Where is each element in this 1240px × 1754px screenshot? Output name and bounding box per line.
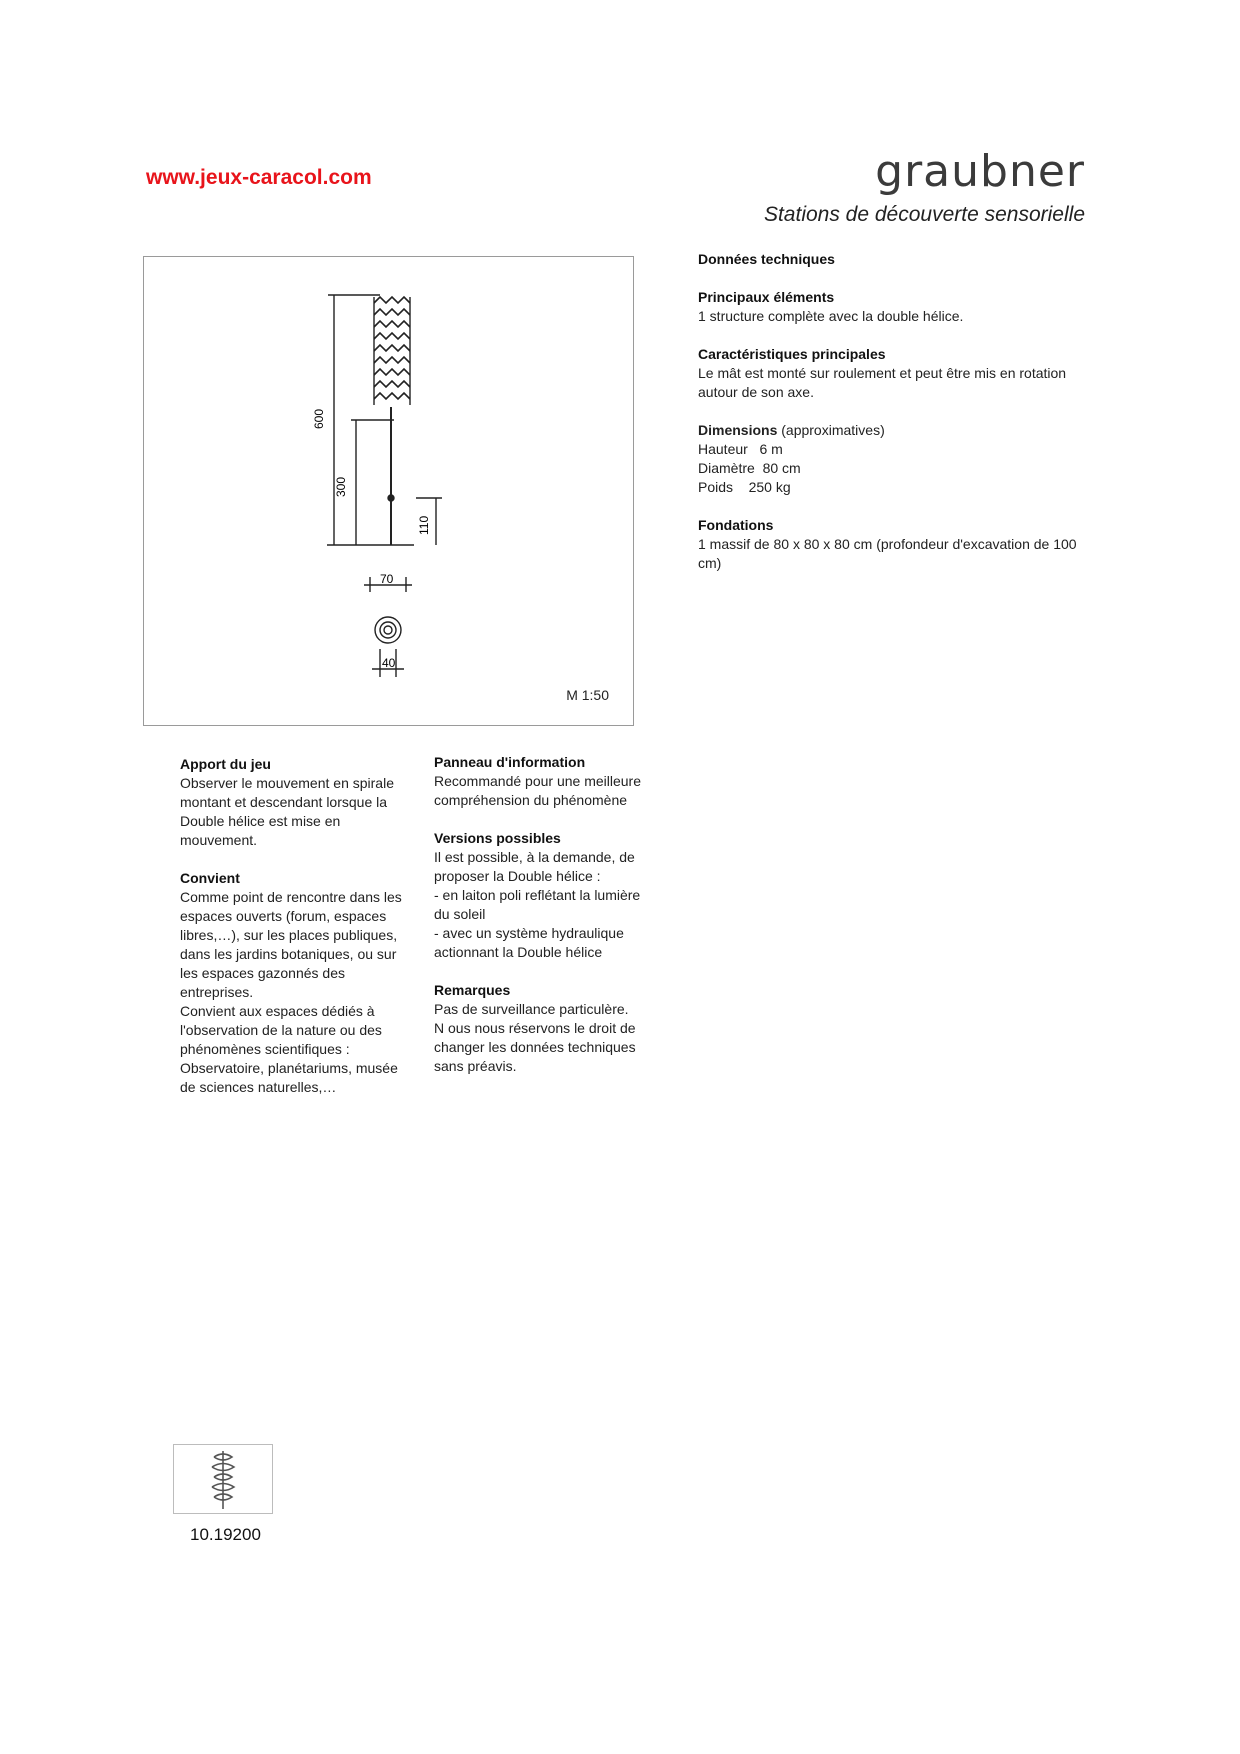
apport-text: Observer le mouvement en spirale montant et descendant lorsque la Double hélice est mise en mouvement. xyxy=(180,775,394,848)
foundations-heading: Fondations xyxy=(698,517,774,533)
dimension-weight: Poids 250 kg xyxy=(698,479,791,495)
helix-coils xyxy=(374,297,410,399)
elements-heading: Principaux éléments xyxy=(698,289,835,305)
dimension-600: 600 xyxy=(312,408,326,429)
versions-item-2: - avec un système hydraulique actionnant la Double hélice xyxy=(434,925,624,960)
versions-item-1: - en laiton poli reflétant la lumière du soleil xyxy=(434,887,641,922)
foundations-text: 1 massif de 80 x 80 x 80 cm (profondeur d'excavation de 100 cm) xyxy=(698,536,1077,571)
product-thumbnail xyxy=(173,1444,273,1514)
right-column xyxy=(434,753,659,1076)
remarques-text-1: Pas de surveillance particulère. xyxy=(434,1001,629,1017)
convient-text-2: Convient aux espaces dédiés à l'observation de la nature ou des phénomènes scientifiques : Observatoire, planétariums, musée de sciences naturelles,… xyxy=(180,1003,398,1095)
apport-heading: Apport du jeu xyxy=(180,756,271,772)
versions-heading: Versions possibles xyxy=(434,830,561,846)
dimension-110: 110 xyxy=(417,515,431,535)
convient-text-1: Comme point de rencontre dans les espaces ouverts (forum, espaces libres,…), sur les places publiques, dans les jardins botaniques, ou sur les espaces gazonnés des entreprises. xyxy=(180,889,402,1000)
features-heading: Caractéristiques principales xyxy=(698,346,886,362)
remarques-heading: Remarques xyxy=(434,982,511,998)
website-link[interactable]: www.jeux-caracol.com xyxy=(146,166,372,189)
dimension-40-label: 40 xyxy=(382,656,396,670)
plan-outer-circle xyxy=(375,617,401,643)
features-text: Le mât est monté sur roulement et peut être mis en rotation autour de son axe. xyxy=(698,365,1067,400)
dimension-70: 70 xyxy=(380,572,394,586)
dimension-diameter: Diamètre 80 cm xyxy=(698,460,801,476)
elements-text: 1 structure complète avec la double hélice. xyxy=(698,308,964,324)
page-subtitle: Stations de découverte sensorielle xyxy=(763,203,1085,226)
double-helix-elevation-drawing xyxy=(144,257,635,727)
panneau-text: Recommandé pour une meilleure compréhension du phénomène xyxy=(434,773,641,808)
dimension-height: Hauteur 6 m xyxy=(698,441,783,457)
technical-drawing xyxy=(143,256,634,726)
versions-text: Il est possible, à la demande, de proposer la Double hélice : xyxy=(434,849,635,884)
dimensions-heading-row xyxy=(698,421,1088,440)
dimensions-note: (approximatives) xyxy=(777,422,885,438)
tech-title: Données techniques xyxy=(698,251,835,267)
double-helix-thumbnail xyxy=(174,1445,272,1513)
brand-logo: graubner xyxy=(875,146,1085,197)
remarques-text-2: N ous nous réservons le droit de changer les données techniques sans préavis. xyxy=(434,1020,636,1074)
left-column xyxy=(180,755,408,1097)
technical-data xyxy=(698,250,1088,573)
panneau-heading: Panneau d'information xyxy=(434,754,586,770)
product-reference: 10.19200 xyxy=(190,1525,261,1544)
dimension-300: 300 xyxy=(334,476,348,497)
drawing-scale: M 1:50 xyxy=(566,687,609,703)
dimensions-heading: Dimensions xyxy=(698,422,778,438)
convient-heading: Convient xyxy=(180,870,240,886)
